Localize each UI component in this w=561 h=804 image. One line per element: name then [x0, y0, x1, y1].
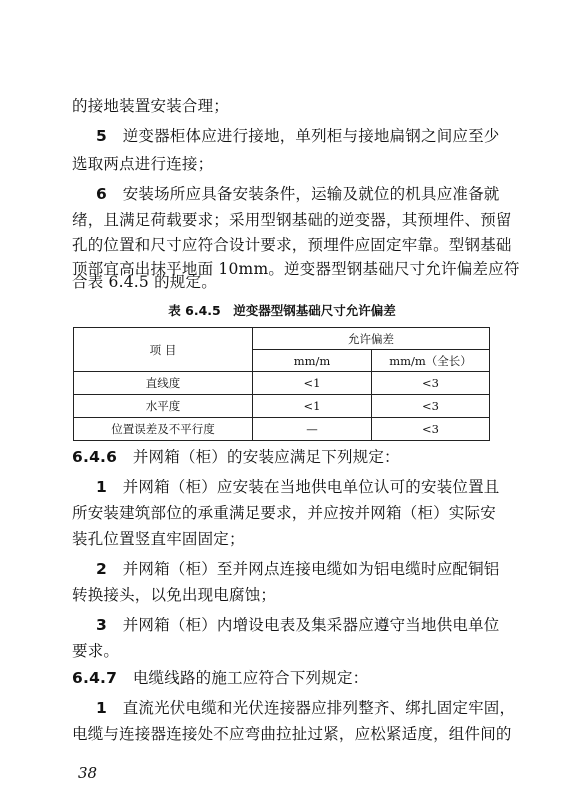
paragraph-line: 孔的位置和尺寸应符合设计要求，预埋件应固定牢靠。型钢基础	[72, 236, 512, 254]
paragraph-line: 绪，且满足荷载要求；采用型钢基础的逆变器，其预埋件、预留	[72, 211, 512, 229]
item-6-line	[96, 184, 516, 204]
section-number: 6.4.7	[72, 669, 118, 687]
item-1-line	[96, 698, 516, 718]
table-row	[74, 395, 490, 418]
paragraph-line: 装孔位置竖直牢固固定；	[72, 530, 245, 548]
row-value: <3	[372, 372, 490, 395]
paragraph-line: 要求。	[72, 642, 120, 660]
item-2-line	[96, 559, 516, 579]
subheader-mm-m-full: mm/m（全长）	[372, 350, 490, 372]
table-caption: 表 6.4.5 逆变器型钢基础尺寸允许偏差	[168, 303, 396, 318]
section-6-4-6-heading	[72, 447, 492, 467]
item-number: 1	[96, 478, 107, 496]
page-number: 38	[78, 764, 98, 782]
item-5-line	[96, 126, 516, 146]
item-text: 并网箱（柜）内增设电表及集采器应遵守当地供电单位	[122, 616, 500, 634]
row-value: <1	[253, 372, 372, 395]
paragraph-line: 转换接头，以免出现电腐蚀；	[72, 586, 277, 604]
item-number: 3	[96, 616, 107, 634]
item-number: 5	[96, 127, 107, 145]
paragraph-line: 合表 6.4.5 的规定。	[72, 273, 217, 291]
item-text: 直流光伏电缆和光伏连接器应排列整齐、绑扎固定牢固，	[122, 699, 516, 717]
item-number: 6	[96, 185, 107, 203]
row-item: 位置误差及不平行度	[74, 418, 253, 441]
row-value: <1	[253, 395, 372, 418]
table-row	[74, 418, 490, 441]
row-item: 水平度	[74, 395, 253, 418]
row-value: <3	[372, 418, 490, 441]
paragraph-line: 电缆与连接器连接处不应弯曲拉扯过紧，应松紧适度，组件间的	[72, 725, 512, 743]
section-title: 电缆线路的施工应符合下列规定：	[132, 669, 369, 687]
row-item: 直线度	[74, 372, 253, 395]
row-value: <3	[372, 395, 490, 418]
item-text: 逆变器柜体应进行接地，单列柜与接地扁钢之间应至少	[122, 127, 500, 145]
section-6-4-7-heading	[72, 668, 492, 688]
section-number: 6.4.6	[72, 448, 118, 466]
paragraph-line: 顶部宜高出抹平地面 10mm。逆变器型钢基础尺寸允许偏差应符	[72, 260, 520, 278]
item-text: 并网箱（柜）应安装在当地供电单位认可的安装位置且	[122, 478, 500, 496]
item-text: 安装场所应具备安装条件，运输及就位的机具应准备就	[122, 185, 500, 203]
subheader-mm-m: mm/m	[253, 350, 372, 372]
section-title: 并网箱（柜）的安装应满足下列规定：	[132, 448, 400, 466]
tolerance-table	[73, 327, 490, 441]
paragraph-line: 选取两点进行连接；	[72, 155, 214, 173]
paragraph-line: 所安装建筑部位的承重满足要求，并应按并网箱（柜）实际安	[72, 504, 496, 522]
header-tolerance: 允许偏差	[253, 328, 490, 350]
table-row	[74, 372, 490, 395]
item-number: 2	[96, 560, 107, 578]
item-3-line	[96, 615, 516, 635]
row-value: —	[253, 418, 372, 441]
paragraph-line: 的接地装置安装合理；	[72, 97, 230, 115]
item-number: 1	[96, 699, 107, 717]
header-item: 项 目	[74, 328, 253, 372]
item-text: 并网箱（柜）至并网点连接电缆如为铝电缆时应配铜铝	[122, 560, 500, 578]
item-1-line	[96, 477, 516, 497]
